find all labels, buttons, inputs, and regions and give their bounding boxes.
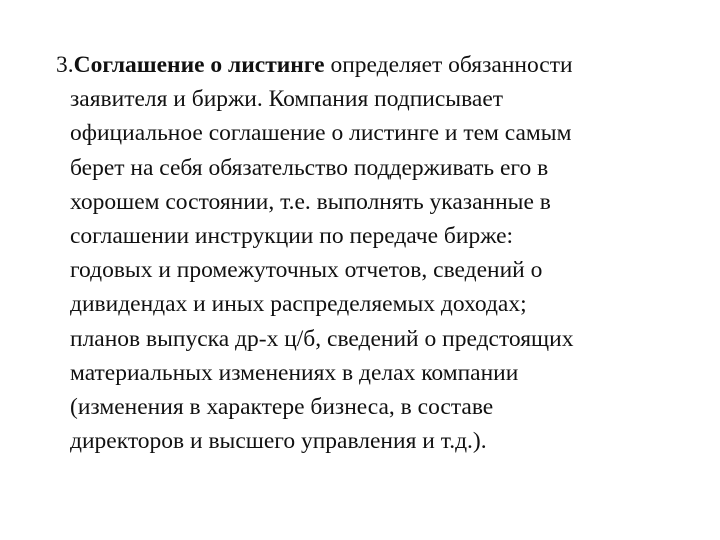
paragraph-line: планов выпуска др-х ц/б, сведений о предстоящих xyxy=(70,325,574,352)
paragraph-line: директоров и высшего управления и т.д.). xyxy=(70,428,487,455)
paragraph-line: берет на себя обязательство поддерживать его в xyxy=(70,154,549,181)
paragraph-line: соглашении инструкции по передаче бирже: xyxy=(70,223,514,250)
item-number: 3. xyxy=(56,52,74,78)
first-line-text: определяет обязанности xyxy=(324,52,573,78)
paragraph-line: хорошем состоянии, т.е. выполнять указанные в xyxy=(70,188,551,215)
paragraph-line: (изменения в характере бизнеса, в составе xyxy=(70,394,494,421)
paragraph-line: заявителя и биржи. Компания подписывает xyxy=(70,86,504,113)
paragraph-line: материальных изменениях в делах компании xyxy=(70,359,519,386)
paragraph-line: дивидендах и иных распределяемых доходах; xyxy=(70,291,527,318)
paragraph-line: годовых и промежуточных отчетов, сведений о xyxy=(70,257,543,284)
term-listing-agreement: Соглашение о листинге xyxy=(73,52,325,78)
paragraph-line-first xyxy=(56,48,696,82)
paragraph-line: официальное соглашение о листинге и тем самым xyxy=(70,120,572,147)
listing-agreement-paragraph xyxy=(56,48,696,458)
